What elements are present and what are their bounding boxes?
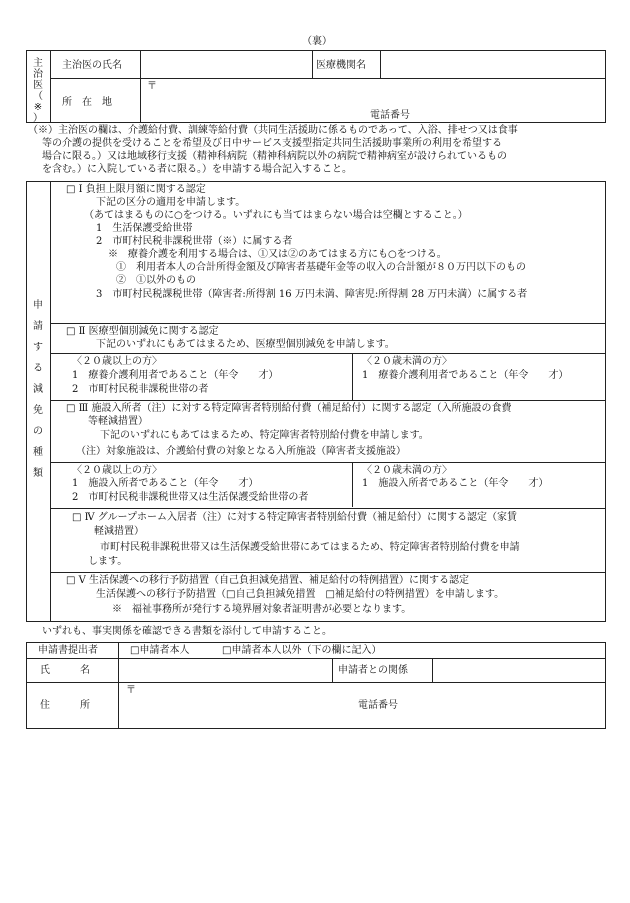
section-1-line: ① 利用者本人の合計所得金額及び障害者基礎年金等の収入の合計額が８０万円以下のもの [116, 262, 526, 273]
section-3-desc: 下記のいずれにもあてはまるため、特定障害者特別給付費を申請します。 [100, 430, 429, 441]
section-5-desc: 生活保護への移行予防措置（□自己負担減免措置 □補足給付の特例措置）を申請します。 [96, 589, 505, 600]
section-3-title[interactable]: □ Ⅲ 施設入所者（注）に対する特定障害者特別給付費（補足給付）に関する認定（入所施設の食費 [66, 403, 512, 414]
submitter-address-label: 住 所 [40, 700, 90, 711]
section-1-title[interactable]: □ Ⅰ 負担上限月額に関する認定 [66, 184, 206, 195]
institution-label: 医療機関名 [316, 60, 366, 71]
section-1-line: ② ①以外のもの [116, 275, 196, 286]
institution-field[interactable] [381, 52, 605, 77]
section-3-right-head: 〈２０歳未満の方〉 [362, 465, 452, 476]
section-1-line: 1 生活保護受給世帯 [96, 223, 193, 234]
section-2-left-item: 1 療養介護利用者であること（年令 才） [72, 370, 279, 381]
submitter-phone-label: 電話番号 [358, 700, 398, 711]
relation-label: 申請者との関係 [338, 665, 408, 676]
doctor-postal-mark: 〒 [147, 81, 157, 92]
submitter-postal-mark: 〒 [126, 685, 136, 696]
section-3-left-item: 1 施設入所者であること（年令 才） [72, 478, 259, 489]
submitter-name-field[interactable] [119, 659, 331, 681]
option-self-checkbox[interactable]: □申請者本人 [130, 645, 190, 656]
section-1-line: ※ 療養介護を利用する場合は、①又は②のあてはまる方にも○をつける。 [108, 249, 447, 260]
reduction-side-label: 申 請 す る 減 免 の 種 類 [33, 300, 43, 479]
section-1-line: （あてはまるものに○をつける。いずれにも当てはまらない場合は空欄とすること。） [84, 210, 468, 221]
section-3-left-item: 2 市町村民税非課税世帯又は生活保護受給世帯の者 [72, 492, 309, 503]
doctor-phone-label: 電話番号 [370, 110, 410, 121]
option-other-checkbox[interactable]: □申請者本人以外（下の欄に記入） [222, 645, 382, 656]
submitter-label: 申請書提出者 [38, 645, 98, 656]
page-label: （裏） [302, 36, 332, 47]
section-3-note: （注）対象施設は、介護給付費の対象となる入所施設（障害者支援施設） [76, 446, 406, 457]
section-2-left-head: 〈２０歳以上の方〉 [72, 356, 162, 367]
section-3-left-head: 〈２０歳以上の方〉 [72, 465, 162, 476]
doctor-side-label: 主 治 医 （ ※ ） [33, 58, 43, 124]
doctor-note-line: 等の介護の提供を受けることを希望及び日中サービス支援型指定共同生活援助事業所の利用を希望する [42, 138, 502, 149]
section-1-line: 2 市町村民税非課税世帯（※）に属する者 [96, 236, 293, 247]
section-5-title[interactable]: □ Ⅴ 生活保護への移行予防措置（自己負担減免措置、補足給付の特例措置）に関する認定 [66, 575, 470, 586]
section-3-right-item: 1 施設入所者であること（年令 才） [362, 478, 549, 489]
attach-note: いずれも、事実関係を確認できる書類を添付して申請すること。 [42, 626, 332, 637]
section-2-title[interactable]: □ Ⅱ 医療型個別減免に関する認定 [66, 326, 219, 337]
submitter-name-label: 氏 名 [40, 665, 90, 676]
section-2-desc: 下記のいずれにもあてはまるため、医療型個別減免を申請します。 [96, 339, 395, 350]
section-4-desc2: します。 [88, 556, 128, 567]
section-4-title[interactable]: □ Ⅳ グループホーム入居者（注）に対する特定障害者特別給付費（補足給付）に関する認定（家賃 [72, 512, 517, 523]
section-3-title2: 等軽減措置） [88, 416, 148, 427]
section-5-note: ※ 福祉事務所が発行する境界層対象者証明書が必要となります。 [112, 604, 412, 615]
doctor-note-line: （※）主治医の欄は、介護給付費、訓練等給付費（共同生活援助に係るものであって、入浴、排せつ又は食事 [28, 125, 518, 136]
section-2-right-head: 〈２０歳未満の方〉 [362, 356, 452, 367]
section-2-left-item: 2 市町村民税非課税世帯の者 [72, 384, 209, 395]
doctor-name-label: 主治医の氏名 [62, 60, 122, 71]
doctor-name-field[interactable] [141, 52, 311, 77]
doctor-note-line: を含む。）に入院している者に限る。）を申請する場合記入すること。 [42, 164, 352, 175]
section-2-right-item: 1 療養介護利用者であること（年令 才） [362, 370, 569, 381]
section-4-desc: 市町村民税非課税世帯又は生活保護受給世帯にあてはまるため、特定障害者特別給付費を申請 [100, 542, 520, 553]
relation-field[interactable] [433, 659, 605, 681]
doctor-note-line: 場合に限る。）又は地域移行支援（精神科病院（精神科病院以外の病院で精神病室が設けられているもの [42, 151, 507, 162]
section-4-title2: 軽減措置） [94, 526, 144, 537]
section-1-line: 下記の区分の適用を申請します。 [96, 197, 246, 208]
doctor-address-label: 所 在 地 [62, 97, 112, 108]
section-1-line: 3 市町村民税課税世帯（障害者:所得割 16 万円未満、障害児:所得割 28 万円未満）に属する者 [96, 289, 528, 300]
